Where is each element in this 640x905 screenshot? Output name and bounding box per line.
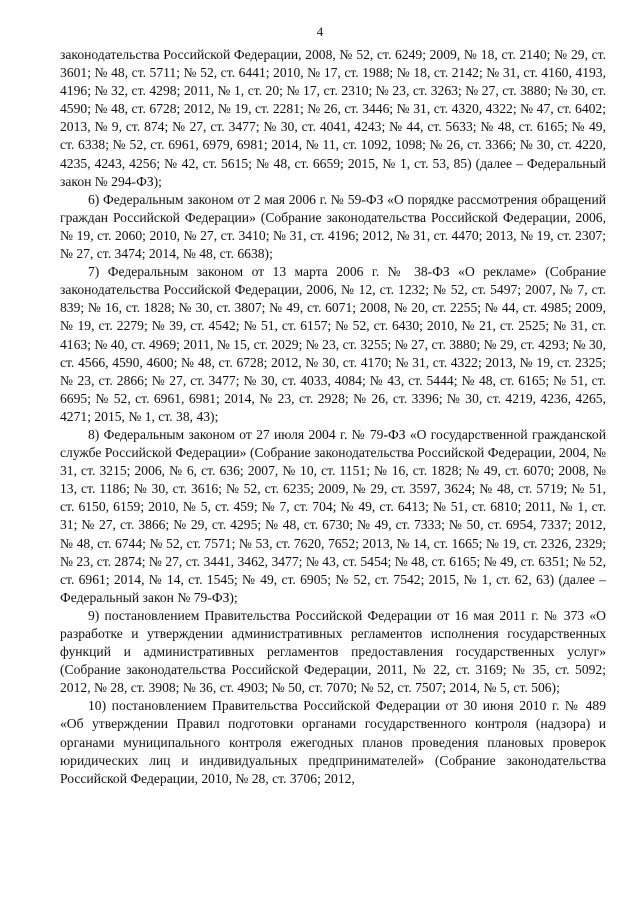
document-body bbox=[60, 46, 606, 788]
paragraph-item-6: 6) Федеральным законом от 2 мая 2006 г. № 59-ФЗ «О порядке рассмотрения обращений граждан Российской Федерации» (Собрание законодательства Российской Федерации, 2006, № 19, ст. 2060; 2010, № 27, ст. 3410; № 31, ст. 4196; 2012, № 31, ст. 4470; 2013, № 19, ст. 2307; № 27, ст. 3474; 2014, № 48, ст. 6638); bbox=[60, 191, 606, 262]
paragraph-item-10: 10) постановлением Правительства Российской Федерации от 30 июня 2010 г. № 489 «Об утверждении Правил подготовки органами государственного контроля (надзора) и органами муниципального контроля ежегодных планов проведения плановых проверок юридических лиц и индивидуальных предпринимателей» (Собрание законодательства Российской Федерации, 2010, № 28, ст. 3706; 2012, bbox=[60, 698, 606, 786]
paragraph-continued: законодательства Российской Федерации, 2008, № 52, ст. 6249; 2009, № 18, ст. 2140; № 29, ст. 3601; № 48, ст. 5711; № 52, ст. 6441; 2010, № 17, ст. 1988; № 18, ст. 2142; № 31, ст. 4160, 4193, 4196; № 32, ст. 4298; 2011, № 1, ст. 20; № 17, ст. 2310; № 23, ст. 3263; № 27, ст. 3880; № 30, ст. 4590; № 48, ст. 6728; 2012, № 19, ст. 2281; № 26, ст. 3446; № 31, ст. 4320, 4322; № 47, ст. 6402; 2013, № 9, ст. 874; № 27, ст. 3477; № 30, ст. 4041, 4243; № 44, ст. 5633; № 48, ст. 6165; № 49, ст. 6338; № 52, ст. 6961, 6979, 6981; 2014, № 11, ст. 1092, 1098; № 26, ст. 3366; № 30, ст. 4220, 4235, 4243, 4256; № 42, ст. 5615; № 48, ст. 6659; 2015, № 1, ст. 53, 85) (далее – Федеральный закон № 294-ФЗ); bbox=[60, 47, 606, 189]
paragraph-item-8: 8) Федеральным законом от 27 июля 2004 г. № 79-ФЗ «О государственной гражданской службе Российской Федерации» (Собрание законодательства Российской Федерации, 2004, № 31, ст. 3215; 2006, № 6, ст. 636; 2007, № 10, ст. 1151; № 16, ст. 1828; № 49, ст. 6070; 2008, № 13, ст. 1186; № 30, ст. 3616; № 52, ст. 6235; 2009, № 29, ст. 3597, 3624; № 48, ст. 5719; № 51, ст. 6150, 6159; 2010, № 5, ст. 459; № 7, ст. 704; № 49, ст. 6413; № 51, ст. 6810; 2011, № 1, ст. 31; № 27, ст. 3866; № 29, ст. 4295; № 48, ст. 6730; № 49, ст. 7333; № 50, ст. 6954, 7337; 2012, № 48, ст. 6744; № 52, ст. 7571; № 53, ст. 7620, 7652; 2013, № 14, ст. 1665; № 19, ст. 2326, 2329; № 23, ст. 2874; № 27, ст. 3441, 3462, 3477; № 43, ст. 5454; № 48, ст. 6165; № 49, ст. 6351; № 52, ст. 6961; 2014, № 14, ст. 1545; № 49, ст. 6905; № 52, ст. 7542; 2015, № 1, ст. 62, 63) (далее – Федеральный закон № 79-ФЗ); bbox=[60, 426, 606, 605]
paragraph-item-7: 7) Федеральным законом от 13 марта 2006 г. № 38-ФЗ «О рекламе» (Собрание законодательства Российской Федерации, 2006, № 12, ст. 1232; № 52, ст. 5497; 2007, № 7, ст. 839; № 16, ст. 1828; № 30, ст. 3807; № 49, ст. 6071; 2008, № 20, ст. 2255; № 44, ст. 4985; 2009, № 19, ст. 2279; № 39, ст. 4542; № 51, ст. 6157; № 52, ст. 6430; 2010, № 21, ст. 2525; № 31, ст. 4163; № 40, ст. 4969; 2011, № 15, ст. 2029; № 23, ст. 3255; № 27, ст. 3880; № 29, ст. 4293; № 30, ст. 4566, 4590, 4600; № 48, ст. 6728; 2012, № 30, ст. 4170; № 31, ст. 4322; 2013, № 19, ст. 2325; № 23, ст. 2866; № 27, ст. 3477; № 30, ст. 4033, 4084; № 43, ст. 5444; № 48, ст. 6165; № 51, ст. 6695; № 52, ст. 6961, 6981; 2014, № 23, ст. 2928; № 26, ст. 3396; № 30, ст. 4219, 4236, 4265, 4271; 2015, № 1, ст. 38, 43); bbox=[60, 264, 606, 424]
paragraph-item-9: 9) постановлением Правительства Российской Федерации от 16 мая 2011 г. № 373 «О разработке и утверждении административных регламентов исполнения государственных функций и административных регламентов предоставления государственных услуг» (Собрание законодательства Российской Федерации, 2011, № 22, ст. 3169; № 35, ст. 5092; 2012, № 28, ст. 3908; № 36, ст. 4903; № 50, ст. 7070; № 52, ст. 7507; 2014, № 5, ст. 506); bbox=[60, 607, 606, 696]
page-number: 4 bbox=[316, 24, 324, 39]
